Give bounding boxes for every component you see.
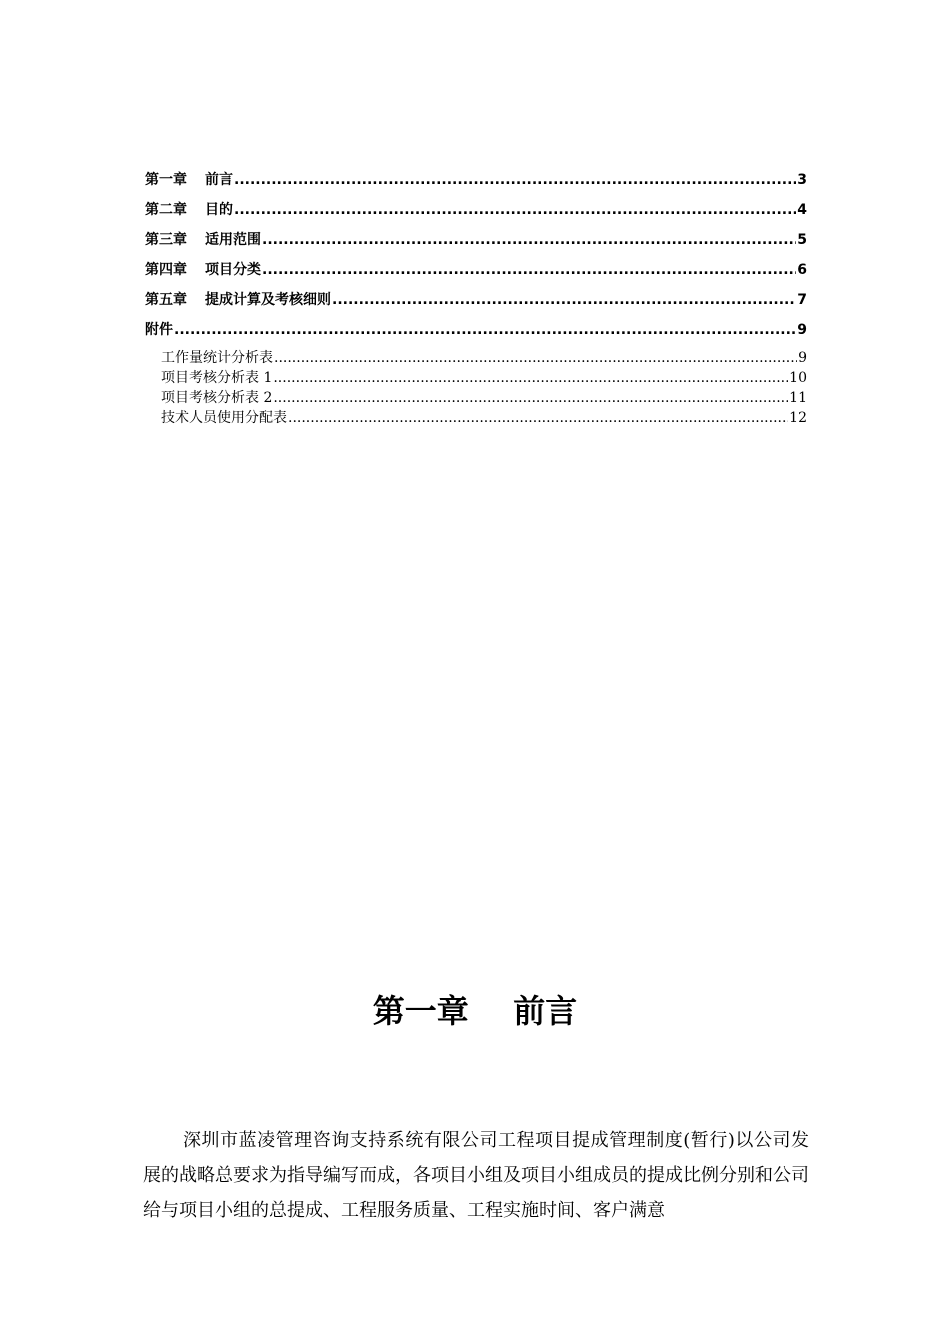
- toc-chapter-number: 第五章: [145, 292, 187, 308]
- toc-entry-chapter-3[interactable]: [145, 228, 807, 258]
- toc-sub-title: 技术人员使用分配表: [161, 410, 287, 426]
- toc-leader-dots: [234, 198, 796, 222]
- toc-sub-title: 工作量统计分析表: [161, 350, 273, 366]
- toc-sub-title: 项目考核分析表 2: [161, 390, 273, 406]
- toc-page-number: 9: [797, 322, 807, 338]
- intro-paragraph: 深圳市蓝凌管理咨询支持系统有限公司工程项目提成管理制度(暂行)以公司发展的战略总要求为指导编写而成，各项目小组及项目小组成员的提成比例分别和公司给与项目小组的总提成、工程服务质量、工程实施时间、客户满意: [143, 1130, 809, 1221]
- toc-entry-appendix-3[interactable]: [145, 388, 807, 408]
- toc-chapter-title: 提成计算及考核细则: [205, 292, 331, 308]
- toc-chapter-title: 前言: [205, 172, 233, 188]
- toc-leader-dots: [262, 258, 796, 282]
- toc-leader-dots: [234, 168, 796, 192]
- toc-page-number: 5: [797, 232, 807, 248]
- toc-leader-dots: [174, 318, 796, 342]
- toc-entry-chapter-4[interactable]: [145, 258, 807, 288]
- chapter-heading: [0, 987, 950, 1035]
- toc-page-number: 10: [789, 370, 807, 386]
- toc-entry-appendix-2[interactable]: [145, 368, 807, 388]
- toc-leader-dots: [262, 228, 796, 252]
- toc-page-number: 3: [797, 172, 807, 188]
- toc-entry-chapter-2[interactable]: [145, 198, 807, 228]
- toc-page-number: 11: [789, 390, 807, 406]
- toc-chapter-title: 附件: [145, 322, 173, 338]
- toc-entry-chapter-1[interactable]: [145, 168, 807, 198]
- toc-chapter-number: 第一章: [145, 172, 187, 188]
- chapter-heading-title: 前言: [513, 992, 578, 1030]
- toc-page-number: 9: [798, 350, 807, 366]
- toc-leader-dots: [288, 408, 788, 428]
- toc-chapter-number: 第四章: [145, 262, 187, 278]
- toc-chapter-title: 适用范围: [205, 232, 261, 248]
- chapter-heading-number: 第一章: [372, 992, 469, 1030]
- toc-entry-appendix-1[interactable]: [145, 348, 807, 368]
- toc-chapter-title: 项目分类: [205, 262, 261, 278]
- toc-page-number: 4: [797, 202, 807, 218]
- toc-entry-appendix[interactable]: [145, 318, 807, 348]
- toc-entry-chapter-5[interactable]: [145, 288, 807, 318]
- toc-leader-dots: [273, 368, 788, 388]
- toc-leader-dots: [273, 388, 788, 408]
- toc-leader-dots: [274, 348, 797, 368]
- toc-page-number: 7: [797, 292, 807, 308]
- toc-chapter-number: 第二章: [145, 202, 187, 218]
- toc-sub-title: 项目考核分析表 1: [161, 370, 273, 386]
- toc-chapter-title: 目的: [205, 202, 233, 218]
- toc-leader-dots: [332, 288, 796, 312]
- table-of-contents: [145, 168, 807, 428]
- toc-page-number: 6: [797, 262, 807, 278]
- toc-page-number: 12: [789, 410, 807, 426]
- toc-entry-appendix-4[interactable]: [145, 408, 807, 428]
- toc-chapter-number: 第三章: [145, 232, 187, 248]
